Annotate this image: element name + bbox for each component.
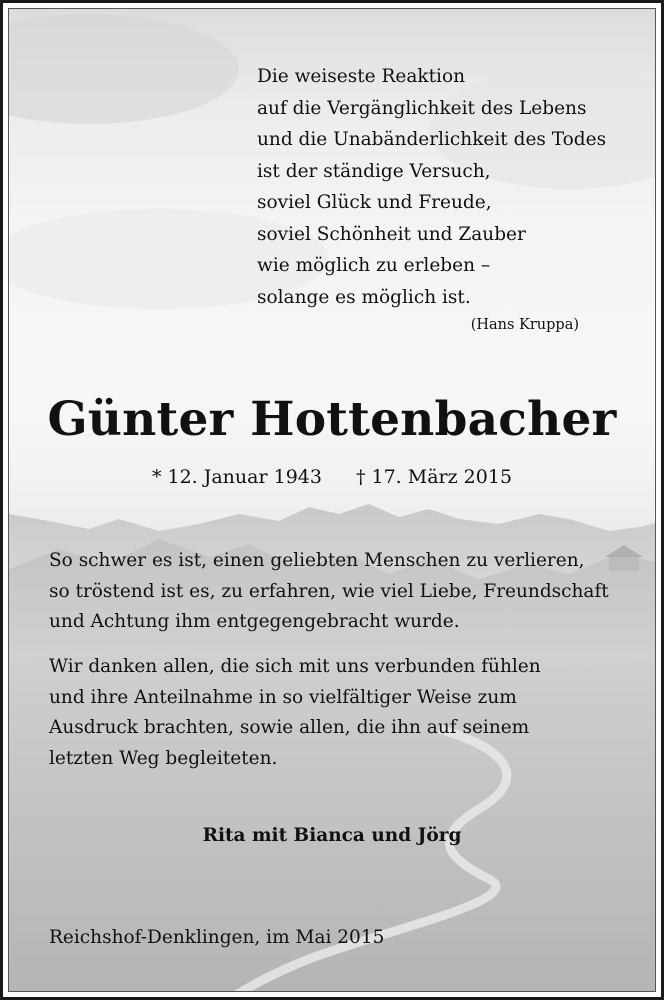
deceased-name: Günter Hottenbacher	[47, 392, 617, 447]
message-line: so tröstend ist es, zu erfahren, wie viel Liebe, Freundschaft	[49, 580, 609, 602]
message-line: und Achtung ihm entgegengebracht wurde.	[49, 611, 460, 632]
quote-line: Die weiseste Reaktion	[257, 66, 465, 87]
quote-line: ist der ständige Versuch,	[257, 160, 491, 182]
message-line: Wir danken allen, die sich mit uns verbunden fühlen	[49, 656, 541, 677]
birth-date: * 12. Januar 1943	[151, 466, 322, 488]
quote-author: (Hans Kruppa)	[470, 317, 579, 333]
inner-frame	[8, 8, 656, 992]
message-line: letzten Weg begleiteten.	[49, 747, 278, 769]
quote-line: soviel Schönheit und Zauber	[257, 223, 526, 245]
quote-line: soviel Glück und Freude,	[257, 192, 492, 213]
quote-line: wie möglich zu erleben –	[257, 255, 491, 276]
death-date: † 17. März 2015	[355, 466, 513, 488]
life-dates	[9, 466, 655, 488]
message-line: und ihre Anteilnahme in so vielfältiger Weise zum	[49, 686, 517, 708]
quote-line: auf die Vergänglichkeit des Lebens	[257, 97, 587, 119]
quote-line: solange es möglich ist.	[257, 286, 471, 308]
quote-line: und die Unabänderlichkeit des Todes	[257, 129, 607, 150]
message-line: So schwer es ist, einen geliebten Menschen zu verlieren,	[49, 550, 585, 571]
message-paragraph-1	[49, 546, 609, 638]
quote	[257, 61, 606, 313]
message-line: Ausdruck brachten, sowie allen, die ihn auf seinem	[49, 717, 530, 738]
message-paragraph-2	[49, 652, 541, 774]
signature: Rita mit Bianca und Jörg	[202, 825, 462, 846]
place-date: Reichshof-Denklingen, im Mai 2015	[49, 927, 385, 948]
